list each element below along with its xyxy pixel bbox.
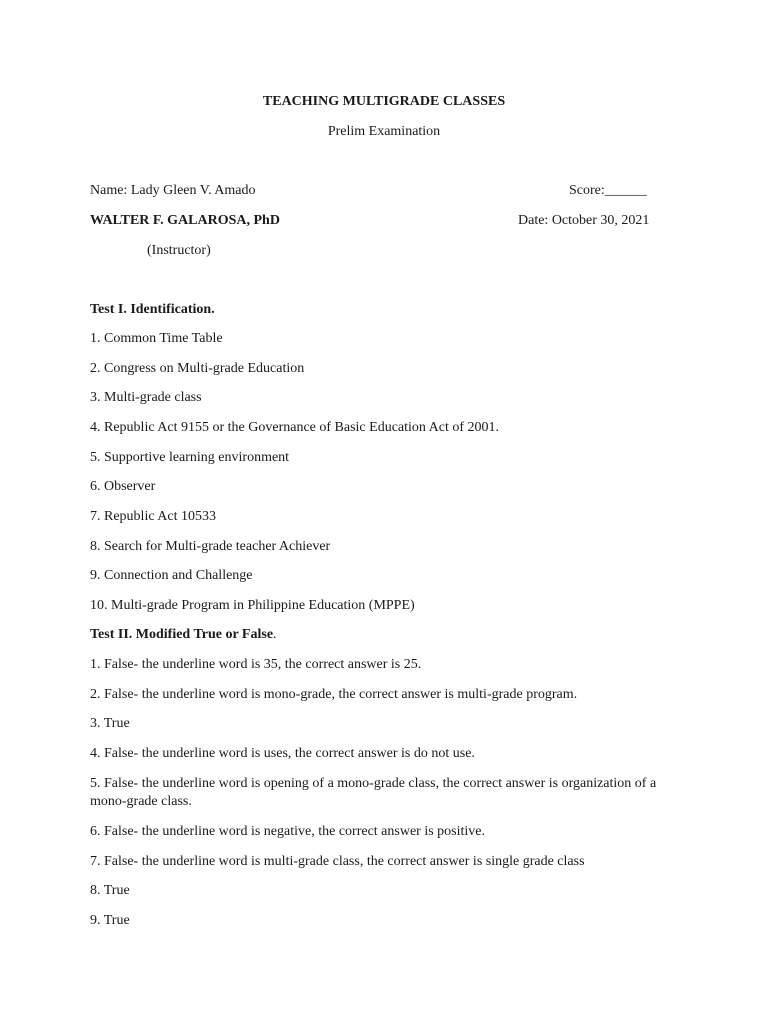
document-title: TEACHING MULTIGRADE CLASSES: [262, 94, 506, 109]
test1-item: 5. Supportive learning environment: [90, 450, 290, 465]
instructor-name: WALTER F. GALAROSA, PhD: [90, 213, 280, 228]
test1-item: 1. Common Time Table: [90, 331, 223, 346]
test2-item: 7. False- the underline word is multi-grade class, the correct answer is single grade class: [90, 854, 585, 869]
test2-item: 3. True: [90, 716, 130, 731]
test1-item: 10. Multi-grade Program in Philippine Education (MPPE): [90, 598, 415, 613]
test1-item: 3. Multi-grade class: [90, 390, 202, 405]
test2-item: 6. False- the underline word is negative, the correct answer is positive.: [90, 824, 485, 839]
test2-item: 8. True: [90, 883, 130, 898]
score-field: Score:______: [569, 183, 647, 198]
test2-heading: Test II. Modified True or False: [90, 627, 274, 642]
test2-item: 5. False- the underline word is opening of a mono-grade class, the correct answer is organization of a mono-grade class.: [90, 776, 657, 809]
student-name: Name: Lady Gleen V. Amado: [90, 183, 256, 198]
instructor-role: (Instructor): [147, 243, 211, 258]
test2-heading-punct: .: [273, 627, 277, 642]
test1-heading: Test I. Identification.: [90, 302, 215, 317]
test1-item: 9. Connection and Challenge: [90, 568, 253, 583]
document-subtitle: Prelim Examination: [327, 124, 441, 139]
test1-item: 7. Republic Act 10533: [90, 509, 216, 524]
test1-item: 8. Search for Multi-grade teacher Achiever: [90, 539, 331, 554]
test1-item: 2. Congress on Multi-grade Education: [90, 361, 305, 376]
test1-item: 6. Observer: [90, 479, 156, 494]
exam-date: Date: October 30, 2021: [518, 213, 650, 228]
test2-item: 9. True: [90, 913, 130, 928]
test2-item: 2. False- the underline word is mono-grade, the correct answer is multi-grade program.: [90, 687, 578, 702]
test2-heading-line: [90, 626, 277, 644]
test2-item: 1. False- the underline word is 35, the correct answer is 25.: [90, 657, 422, 672]
test2-item: 4. False- the underline word is uses, the correct answer is do not use.: [90, 746, 475, 761]
test1-item: 4. Republic Act 9155 or the Governance of Basic Education Act of 2001.: [90, 420, 500, 435]
